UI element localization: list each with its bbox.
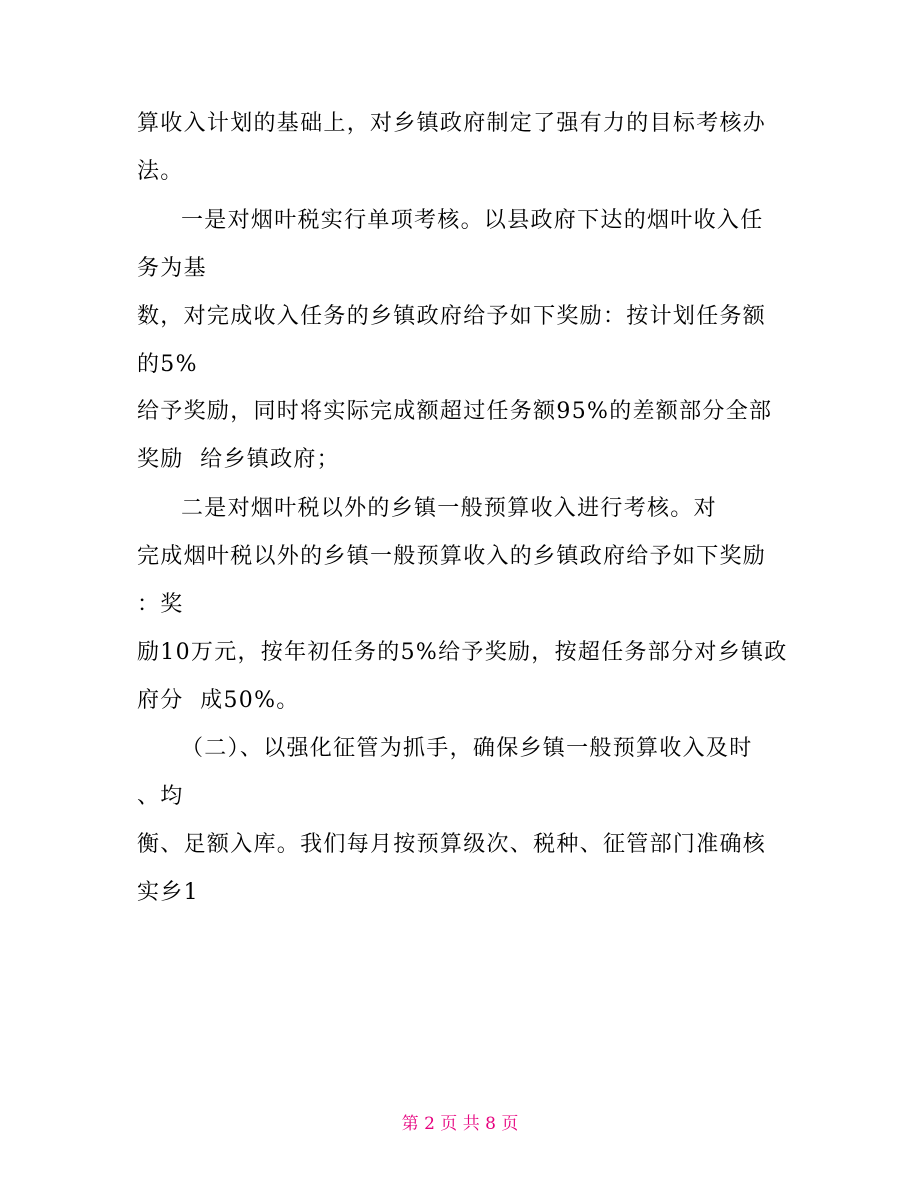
paragraph-1-line-5: 给予奖励，同时将实际完成额超过任务额95%的差额部分全部: [137, 399, 773, 424]
paragraph-1-line-1: 一是对烟叶税实行单项考核。以县政府下达的烟叶收入任: [181, 208, 764, 233]
paragraph-1-line-4: 的5%: [137, 352, 198, 377]
paragraph-1-line-6: 奖励 给乡镇政府；: [137, 447, 340, 472]
paragraph-3-line-1: 衡、足额入库。我们每月按预算级次、税种、征管部门准确核: [137, 832, 767, 857]
paragraph-2-line-5: 府分 成50%。: [137, 688, 300, 713]
paragraph-2-line-2: 完成烟叶税以外的乡镇一般预算收入的乡镇政府给予如下奖励: [137, 544, 767, 569]
paragraph-1-line-3: 数，对完成收入任务的乡镇政府给予如下奖励：按计划任务额: [137, 304, 767, 329]
body-line-1: 算收入计划的基础上，对乡镇政府制定了强有力的目标考核办: [137, 111, 767, 136]
section-heading-line-1: （二）、以强化征管为抓手，确保乡镇一般预算收入及时: [181, 736, 753, 761]
paragraph-1-line-2: 务为基: [137, 256, 207, 281]
body-line-2: 法。: [137, 159, 184, 184]
paragraph-2-line-1: 二是对烟叶税以外的乡镇一般预算收入进行考核。对: [181, 496, 717, 521]
paragraph-2-line-3: ：奖: [137, 592, 184, 617]
paragraph-3-line-2: 实乡1: [137, 880, 199, 905]
section-heading-line-2: 、均: [137, 784, 184, 809]
paragraph-2-line-4: 励10万元，按年初任务的5%给予奖励，按超任务部分对乡镇政: [137, 640, 788, 665]
page-footer: 第 2 页 共 8 页: [401, 1114, 519, 1134]
